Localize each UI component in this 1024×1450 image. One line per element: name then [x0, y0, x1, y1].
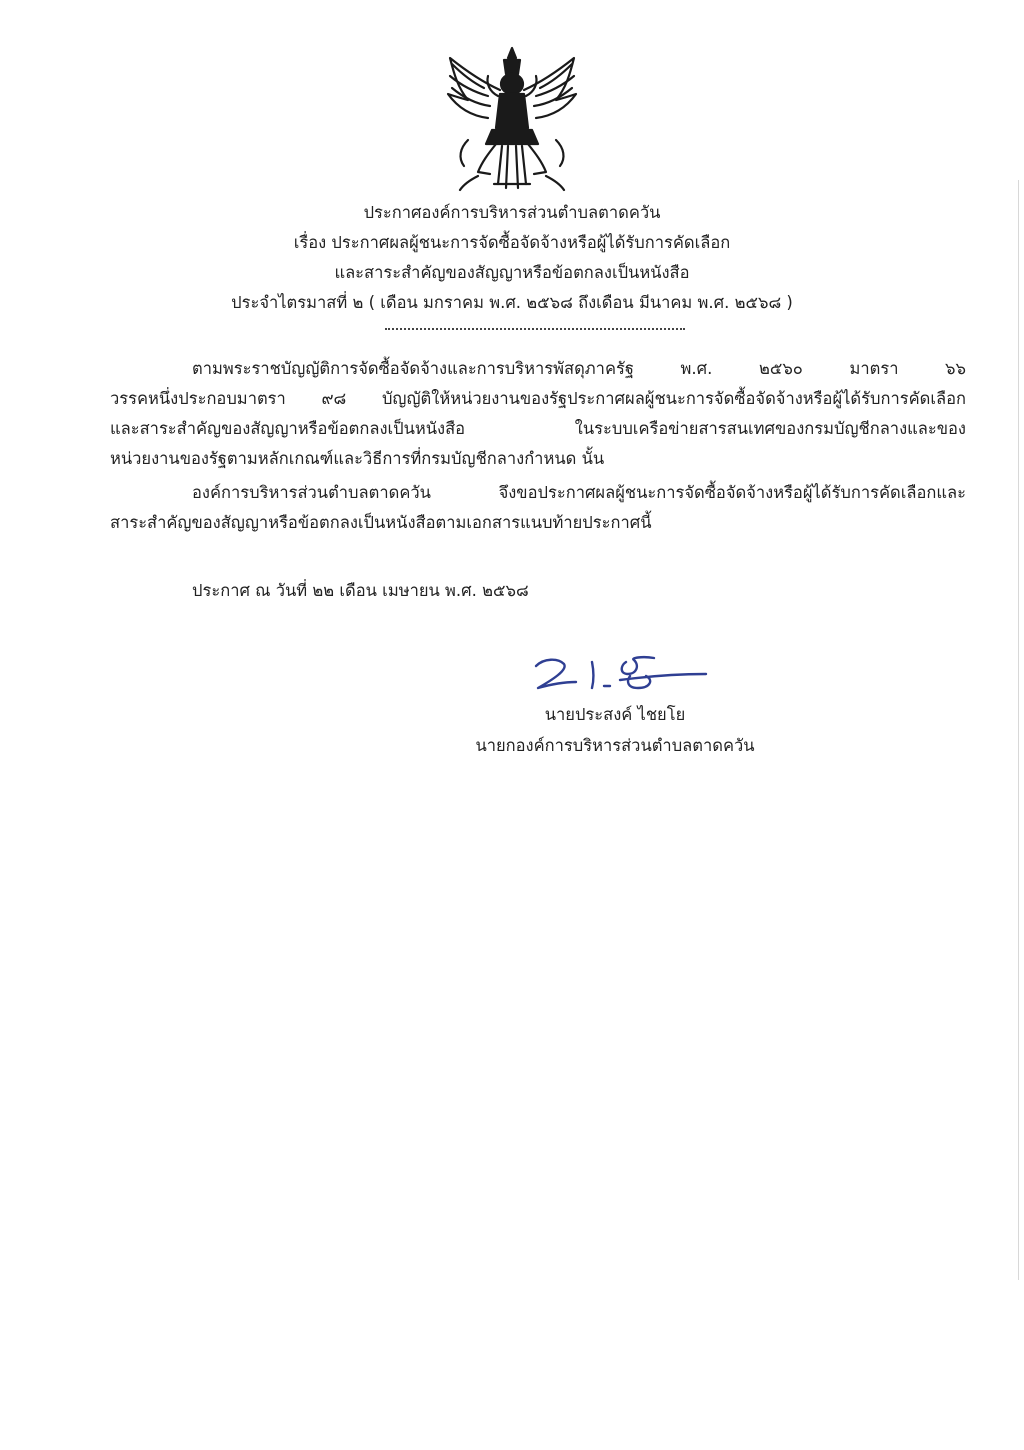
- header-org-line: ประกาศองค์การบริหารส่วนตำบลตาดควัน: [363, 203, 661, 222]
- dotted-divider: [385, 328, 685, 336]
- announcement-date: ประกาศ ณ วันที่ ๒๒ เดือน เมษายน พ.ศ. ๒๕๖๘: [192, 581, 529, 600]
- signer-position: นายกองค์การบริหารส่วนตำบลตาดควัน: [475, 736, 755, 755]
- header-block: [160, 198, 864, 318]
- header-subject-line: เรื่อง ประกาศผลผู้ชนะการจัดซื้อจัดจ้างหรือผู้ได้รับการคัดเลือก: [293, 233, 731, 252]
- paragraph-2-line: องค์การบริหารส่วนตำบลตาดควัน จึงขอประกาศผลผู้ชนะการจัดซื้อจัดจ้างหรือผู้ได้รับการคัดเลือกและ: [192, 483, 966, 502]
- garuda-emblem-icon: [438, 44, 586, 194]
- header-subject-line-2: และสาระสำคัญของสัญญาหรือข้อตกลงเป็นหนังสือ: [334, 263, 690, 282]
- header-period-line: ประจำไตรมาสที่ ๒ ( เดือน มกราคม พ.ศ. ๒๕๖๘ ถึงเดือน มีนาคม พ.ศ. ๒๕๖๘ ): [231, 293, 793, 312]
- paragraph-1-line: และสาระสำคัญของสัญญาหรือข้อตกลงเป็นหนังสือ ในระบบเครือข่ายสารสนเทศของกรมบัญชีกลางและของ: [110, 419, 966, 438]
- paragraph-1-line: ตามพระราชบัญญัติการจัดซื้อจัดจ้างและการบริหารพัสดุภาครัฐ พ.ศ. ๒๕๖๐ มาตรา ๖๖: [192, 359, 966, 378]
- signer-name: นายประสงค์ ไชยโย: [544, 705, 686, 724]
- paragraph-2: [110, 478, 966, 538]
- paragraph-1-line: วรรคหนึ่งประกอบมาตรา ๙๘ บัญญัติให้หน่วยงานของรัฐประกาศผลผู้ชนะการจัดซื้อจัดจ้างหรือผู้ได้รับการคัดเลือก: [110, 389, 966, 408]
- scan-edge-line: [1018, 180, 1019, 1280]
- paragraph-1-line: หน่วยงานของรัฐตามหลักเกณฑ์และวิธีการที่กรมบัญชีกลางกำหนด นั้น: [110, 449, 605, 468]
- paragraph-1: [110, 354, 966, 474]
- paragraph-2-line: สาระสำคัญของสัญญาหรือข้อตกลงเป็นหนังสือตามเอกสารแนบท้ายประกาศนี้: [110, 513, 652, 532]
- handwritten-signature: [530, 652, 710, 698]
